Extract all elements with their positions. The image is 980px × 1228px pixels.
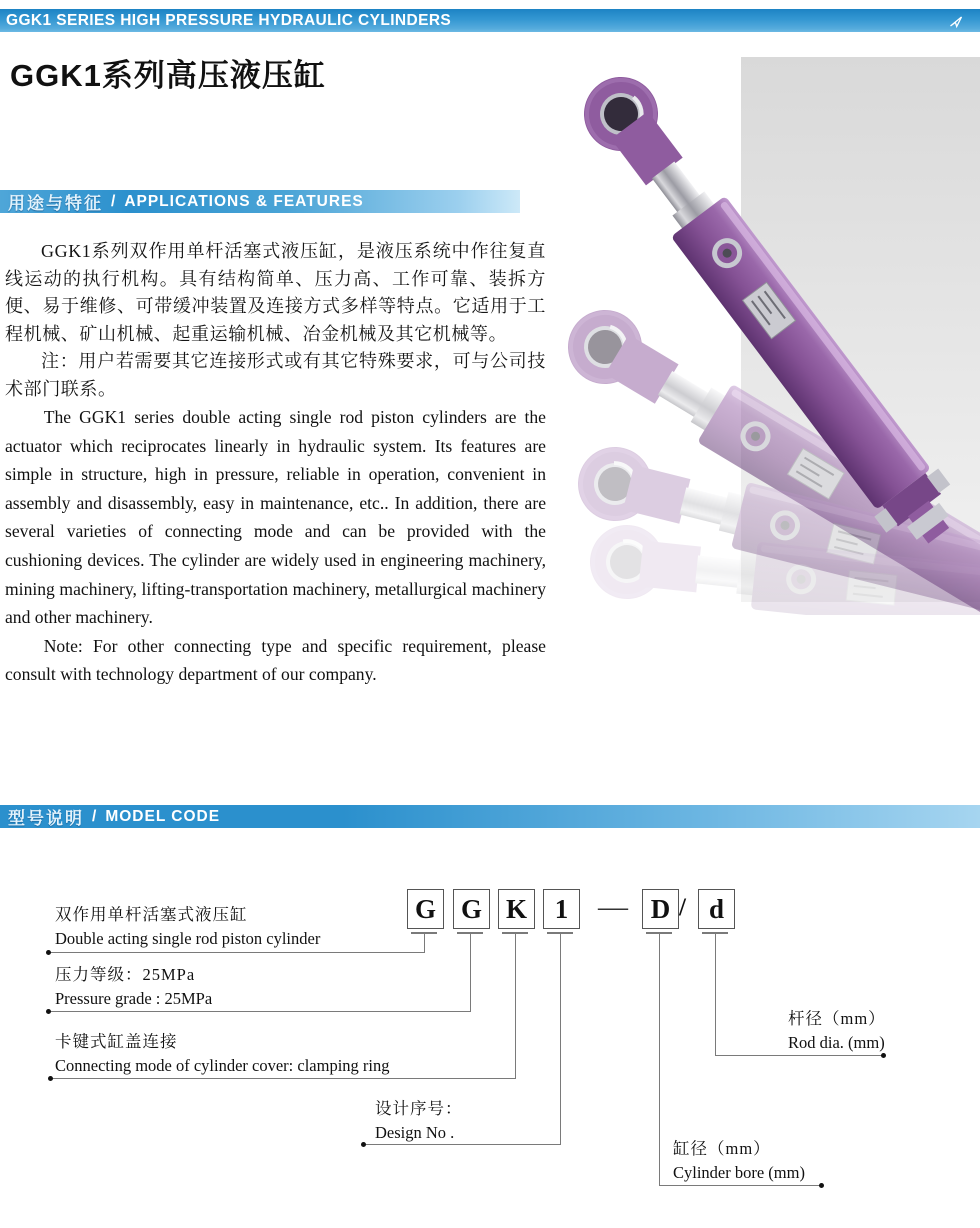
section-divider: / (92, 807, 98, 825)
section-header-applications (0, 190, 520, 213)
label-zh: 缸径（mm） (673, 1139, 771, 1158)
connector-line (659, 934, 660, 1185)
code-slash: / (679, 894, 686, 921)
product-photo (565, 50, 980, 615)
connector-dot (46, 1009, 51, 1014)
label-double-acting (55, 903, 320, 951)
connector-dot (46, 950, 51, 955)
connector-dot (819, 1183, 824, 1188)
label-zh: 卡键式缸盖连接 (55, 1032, 178, 1051)
connector-dot (48, 1076, 53, 1081)
label-design-no (375, 1097, 463, 1145)
connector-line (48, 1011, 471, 1012)
connector-line (424, 934, 425, 952)
section-title-zh: 用途与特征 (8, 194, 103, 213)
connector-line (48, 952, 425, 953)
connector-line (470, 934, 471, 1011)
paragraph-zh: GGK1系列双作用单杆活塞式液压缸，是液压系统中作往复直线运动的执行机构。具有结构简单、压力高、工作可靠、装拆方便、易于维修、可带缓冲装置及连接方式多样等特点。它适用于工程机械、矿山机械、起重运输机械、冶金机械及其它机械等。 (5, 241, 546, 344)
label-zh: 设计序号： (375, 1099, 463, 1118)
section-title-zh: 型号说明 (8, 809, 84, 828)
label-zh: 双作用单杆活塞式液压缸 (55, 905, 248, 924)
connector-dot (361, 1142, 366, 1147)
section-divider: / (111, 192, 117, 210)
label-en: Design No . (375, 1123, 455, 1142)
label-connecting-mode (55, 1030, 390, 1078)
code-box-k: K (498, 889, 535, 929)
label-rod-dia (788, 1007, 886, 1055)
label-en: Cylinder bore (mm) (673, 1163, 805, 1182)
body-text-column (5, 238, 546, 689)
code-box-D: D (642, 889, 679, 929)
connector-line (715, 1055, 883, 1056)
section-header-model-code (0, 805, 980, 828)
section-title-en: APPLICATIONS & FEATURES (124, 192, 364, 210)
cursor-flag-icon (948, 13, 964, 29)
paragraph-en-note: Note: For other connecting type and specific requirement, please consult with technology department of our company. (5, 635, 546, 685)
label-en: Rod dia. (mm) (788, 1033, 885, 1052)
connector-line (715, 934, 716, 1055)
top-banner (0, 9, 980, 32)
connector-line (50, 1078, 516, 1079)
code-dash: — (598, 890, 628, 923)
page-title: GGK1系列高压液压缸 (10, 58, 326, 93)
connector-line (515, 934, 516, 1078)
connector-line (659, 1185, 821, 1186)
label-zh: 杆径（mm） (788, 1009, 886, 1028)
paragraph-en: The GGK1 series double acting single rod piston cylinders are the actuator which reciprocates linearly in hydraulic system. Its features are simple in structure, high in pressure, reliable in operation, convenient in assembly and disassembly, easy in maintenance, etc.. In addition, there are several varieties of connecting mode and can be provided with the cushioning devices. The cylinder are widely used in engineering machinery, mining machinery, lifting-transportation machinery, metallurgical machinery and other machinery. (5, 407, 546, 628)
paragraph-zh-note: 注：用户若需要其它连接形式或有其它特殊要求，可与公司技术部门联系。 (5, 351, 546, 399)
connector-line (560, 934, 561, 1144)
model-code-diagram (0, 860, 980, 1228)
label-zh: 压力等级：25MPa (55, 965, 196, 984)
label-en: Connecting mode of cylinder cover: clamping ring (55, 1056, 390, 1075)
section-title-en: MODEL CODE (105, 807, 221, 825)
label-pressure-grade (55, 963, 212, 1011)
label-en: Pressure grade : 25MPa (55, 989, 213, 1008)
code-box-g2: G (453, 889, 490, 929)
code-box-1: 1 (543, 889, 580, 929)
code-box-d: d (698, 889, 735, 929)
code-box-g1: G (407, 889, 444, 929)
banner-title: GGK1 SERIES HIGH PRESSURE HYDRAULIC CYLINDERS (6, 11, 452, 29)
label-cylinder-bore (673, 1137, 805, 1185)
label-en: Double acting single rod piston cylinder (55, 929, 321, 948)
